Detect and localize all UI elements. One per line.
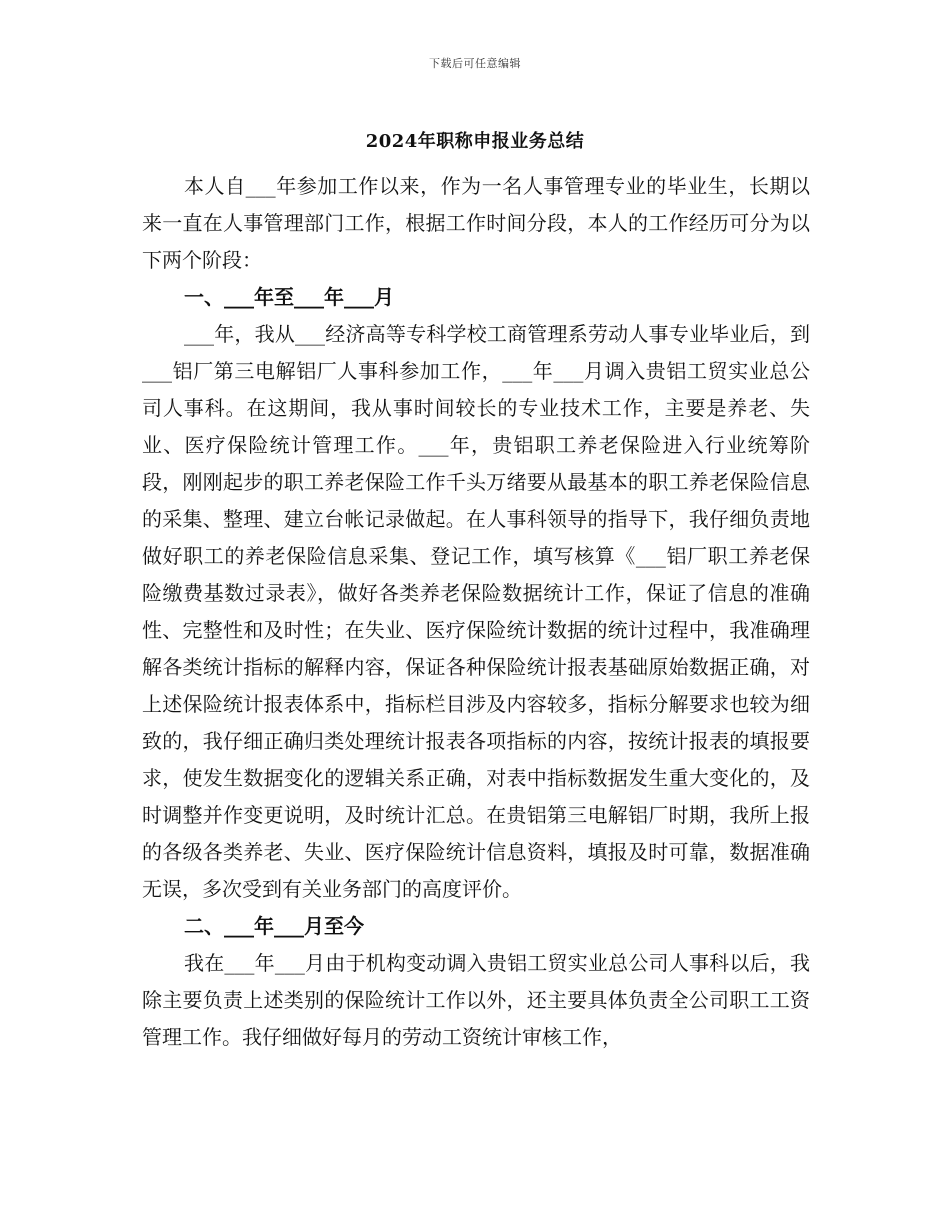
section-1-paragraph: ___年，我从___经济高等专科学校工商管理系劳动人事专业毕业后，到___铝厂第三电解铝厂人事科参加工作，___年___月调入贵铝工贸实业总公司人事科。在这期间，我从事时间较长的专业技术工作，主要是养老、失业、医疗保险统计管理工作。___年，贵铝职工养老保险进入行业统筹阶段，刚刚起步的职工养老保险工作千头万绪要从最基本的职工养老保险信息的采集、整理、建立台帐记录做起。在人事科领导的指导下，我仔细负责地做好职工的养老保险信息采集、登记工作，填写核算《___铝厂职工养老保险缴费基数过录表》，做好各类养老保险数据统计工作，保证了信息的准确性、完整性和及时性；在失业、医疗保险统计数据的统计过程中，我准确理解各类统计指标的解释内容，保证各种保险统计报表基础原始数据正确，对上述保险统计报表体系中，指标栏目涉及内容较多，指标分解要求也较为细致的，我仔细正确归类处理统计报表各项指标的内容，按统计报表的填报要求，使发生数据变化的逻辑关系正确，对表中指标数据发生重大变化的，及时调整并作变更说明，及时统计汇总。在贵铝第三电解铝厂时期，我所上报的各级各类养老、失业、医疗保险统计信息资料，填报及时可靠，数据准确无误，多次受到有关业务部门的高度评价。 [142, 322, 810, 901]
section-1-heading: 一、___年至___年___月 [184, 285, 394, 309]
section-2-paragraph: 我在___年___月由于机构变动调入贵铝工贸实业总公司人事科以后，我除主要负责上述类别的保险统计工作以外，还主要具体负责全公司职工工资管理工作。我仔细做好每月的劳动工资统计审核工作， [142, 951, 810, 1049]
section-2-heading: 二、___年___月至今 [184, 914, 364, 938]
document-title: 2024年职称申报业务总结 [365, 131, 585, 152]
document-body [142, 168, 810, 1056]
intro-paragraph: 本人自___年参加工作以来，作为一名人事管理专业的毕业生，长期以来一直在人事管理部门工作，根据工作时间分段，本人的工作经历可分为以下两个阶段： [142, 174, 810, 272]
page-header-note: 下载后可任意编辑 [429, 57, 521, 70]
